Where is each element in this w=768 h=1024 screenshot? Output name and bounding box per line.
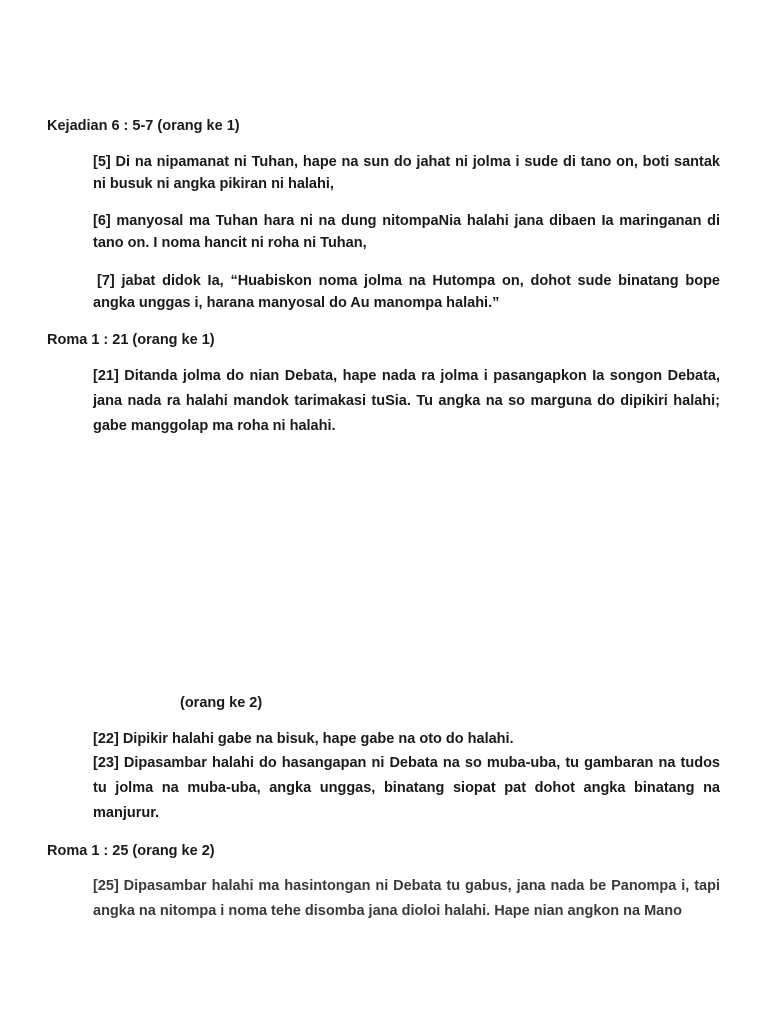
section-heading-roma-25: Roma 1 : 25 (orang ke 2) bbox=[47, 843, 215, 859]
verse-21: [21] Ditanda jolma do nian Debata, hape nada ra jolma i pasangapkon Ia songon Debata, jana nada ra halahi mandok tarimakasi tuSia. Tu angka na so marguna do dipikiri halahi; gabe manggolap ma roha ni halahi. bbox=[93, 368, 720, 434]
verse-22: [22] Dipikir halahi gabe na bisuk, hape gabe na oto do halahi. bbox=[93, 731, 514, 747]
section-heading-roma-21: Roma 1 : 21 (orang ke 1) bbox=[47, 332, 215, 348]
verse-23: [23] Dipasambar halahi do hasangapan ni Debata na so muba-uba, tu gambaran na tudos tu jolma na muba-uba, angka unggas, binatang siopat pat dohot angka binatang na manjurur. bbox=[93, 755, 720, 821]
verse-7: [7] jabat didok Ia, “Huabiskon noma jolma na Hutompa on, dohot sude binatang bope angka unggas i, harana manyosal do Au manompa halahi.” bbox=[93, 273, 720, 311]
verse-6: [6] manyosal ma Tuhan hara ni na dung nitompaNia halahi jana dibaen Ia maringanan di tano on. I noma hancit ni roha ni Tuhan, bbox=[93, 213, 720, 251]
section-heading-orang-ke-2: (orang ke 2) bbox=[180, 695, 263, 711]
section-heading-kejadian: Kejadian 6 : 5-7 (orang ke 1) bbox=[47, 118, 240, 134]
verse-25: [25] Dipasambar halahi ma hasintongan ni Debata tu gabus, jana nada be Panompa i, tapi angka na nitompa i noma tehe disomba jana dioloi halahi. Hape nian angkon na Mano bbox=[93, 878, 720, 919]
verse-5: [5] Di na nipamanat ni Tuhan, hape na sun do jahat ni jolma i sude di tano on, boti santak ni busuk ni angka pikiran ni halahi, bbox=[93, 154, 720, 192]
